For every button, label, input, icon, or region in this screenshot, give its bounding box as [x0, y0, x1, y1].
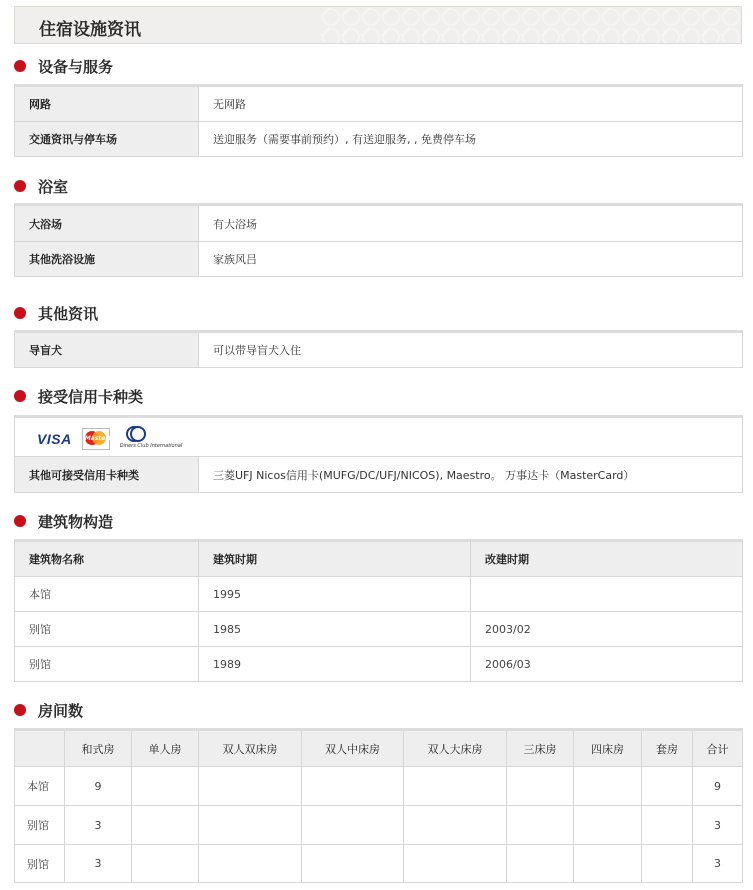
- table-header-row: [15, 541, 743, 577]
- table-cell: [507, 806, 574, 845]
- table-row: [15, 122, 743, 157]
- facilities-table: [14, 84, 743, 157]
- banner-pattern: [321, 7, 741, 43]
- table-row: [15, 845, 743, 883]
- table-cell: [132, 767, 199, 806]
- table-row: [15, 612, 743, 647]
- table-row: [15, 577, 743, 612]
- column-header: 双人大床房: [404, 730, 507, 767]
- table-cell: 本馆: [15, 767, 65, 806]
- table-cell: 9: [65, 767, 132, 806]
- rooms-table: [14, 728, 743, 883]
- table-row: [15, 205, 743, 242]
- section-title: 其他资讯: [38, 304, 99, 323]
- bullet-icon: [14, 515, 26, 527]
- section-heading-cards: [14, 386, 143, 406]
- column-header: 建筑时期: [199, 541, 471, 577]
- bullet-icon: [14, 60, 26, 72]
- table-cell: 1989: [199, 647, 471, 682]
- table-cell: [132, 845, 199, 883]
- section-title: 建筑物构造: [38, 512, 114, 531]
- table-cell: 别馆: [15, 647, 199, 682]
- table-cell: [404, 845, 507, 883]
- table-row: [15, 86, 743, 122]
- table-cell: [507, 767, 574, 806]
- section-title: 房间数: [38, 701, 84, 720]
- table-cell: [574, 845, 642, 883]
- card-logos: [37, 426, 183, 452]
- table-header-row: [15, 730, 743, 767]
- section-heading-facilities: [14, 56, 113, 76]
- table-row: [15, 457, 743, 493]
- mastercard-logo: MasterCard: [82, 428, 110, 450]
- table-cell: [404, 806, 507, 845]
- table-cell: [199, 845, 302, 883]
- visa-logo: VISA: [37, 431, 72, 447]
- row-key: 导盲犬: [15, 332, 199, 368]
- section-heading-bath: [14, 176, 68, 196]
- table-cell: 别馆: [15, 612, 199, 647]
- row-key: 其他洗浴设施: [15, 242, 199, 277]
- column-header: 建筑物名称: [15, 541, 199, 577]
- table-cell: 本馆: [15, 577, 199, 612]
- section-heading-building: [14, 511, 113, 531]
- table-cell: 1995: [199, 577, 471, 612]
- column-header: 单人房: [132, 730, 199, 767]
- row-value: 无网路: [199, 86, 743, 122]
- table-cell: [507, 845, 574, 883]
- table-cell: 3: [65, 845, 132, 883]
- table-cell: [404, 767, 507, 806]
- column-header: 套房: [642, 730, 693, 767]
- bullet-icon: [14, 180, 26, 192]
- row-value: 三菱UFJ Nicos信用卡(MUFG/DC/UFJ/NICOS), Maestro。 万事达卡（MasterCard）: [199, 457, 743, 493]
- diners-club-logo: Diners Club International: [120, 426, 152, 452]
- row-value: 家族风吕: [199, 242, 743, 277]
- column-header: 三床房: [507, 730, 574, 767]
- page-banner: [14, 6, 742, 44]
- column-header: 双人中床房: [302, 730, 404, 767]
- table-row: [15, 332, 743, 368]
- table-cell: 别馆: [15, 806, 65, 845]
- building-table: [14, 539, 743, 682]
- table-cell: [642, 845, 693, 883]
- table-cell: 3: [693, 806, 743, 845]
- table-cell: [642, 806, 693, 845]
- bullet-icon: [14, 390, 26, 402]
- table-row: [15, 806, 743, 845]
- column-header: [15, 730, 65, 767]
- row-value: 有大浴场: [199, 205, 743, 242]
- table-cell: 别馆: [15, 845, 65, 883]
- row-key: 大浴场: [15, 205, 199, 242]
- row-value: 送迎服务（需要事前预约）, 有送迎服务, , 免费停车场: [199, 122, 743, 157]
- table-cell: 3: [65, 806, 132, 845]
- table-cell: [302, 767, 404, 806]
- table-cell: 2006/03: [471, 647, 743, 682]
- section-title: 浴室: [38, 177, 69, 196]
- page-title: 住宿设施资讯: [39, 20, 141, 40]
- table-row: [15, 242, 743, 277]
- bullet-icon: [14, 704, 26, 716]
- other-info-table: [14, 330, 743, 368]
- section-heading-rooms: [14, 700, 83, 720]
- table-cell: [302, 806, 404, 845]
- column-header: 合计: [693, 730, 743, 767]
- row-key: 网路: [15, 86, 199, 122]
- table-cell: [574, 767, 642, 806]
- table-cell: [574, 806, 642, 845]
- table-cell: [471, 577, 743, 612]
- table-row: [15, 767, 743, 806]
- table-cell: [199, 767, 302, 806]
- section-title: 设备与服务: [38, 57, 114, 76]
- table-cell: [302, 845, 404, 883]
- section-heading-other: [14, 303, 98, 323]
- bath-table: [14, 203, 743, 277]
- cards-table: [14, 456, 743, 493]
- bullet-icon: [14, 307, 26, 319]
- column-header: 双人双床房: [199, 730, 302, 767]
- table-cell: 2003/02: [471, 612, 743, 647]
- table-cell: [199, 806, 302, 845]
- row-value: 可以带导盲犬入住: [199, 332, 743, 368]
- card-logos-row: [14, 415, 743, 457]
- table-cell: 9: [693, 767, 743, 806]
- column-header: 四床房: [574, 730, 642, 767]
- column-header: 和式房: [65, 730, 132, 767]
- column-header: 改建时期: [471, 541, 743, 577]
- section-title: 接受信用卡种类: [38, 387, 144, 406]
- table-cell: [132, 806, 199, 845]
- table-cell: 1985: [199, 612, 471, 647]
- row-key: 其他可接受信用卡种类: [15, 457, 199, 493]
- row-key: 交通资讯与停车场: [15, 122, 199, 157]
- table-row: [15, 647, 743, 682]
- table-cell: [642, 767, 693, 806]
- table-cell: 3: [693, 845, 743, 883]
